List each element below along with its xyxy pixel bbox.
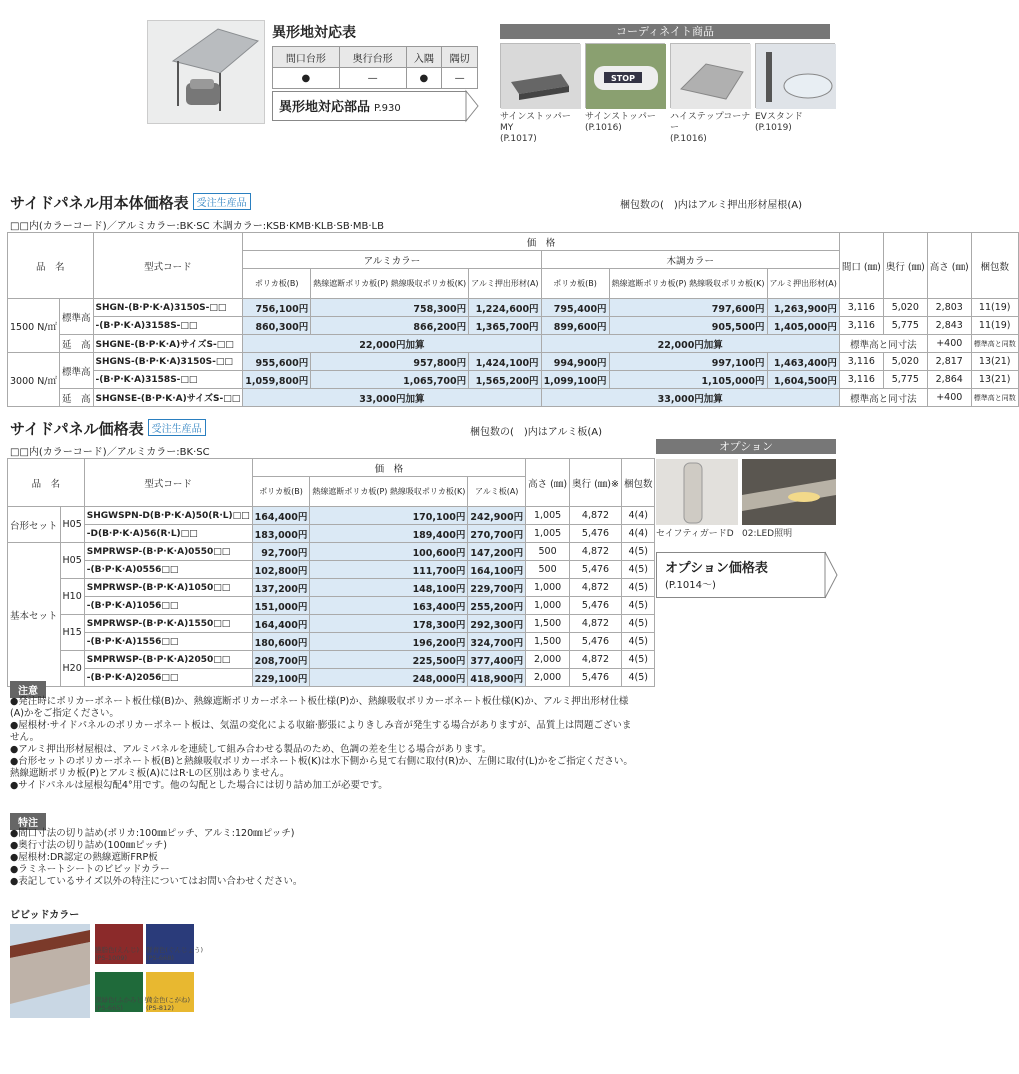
table-row: -(B·P·K·A)1556□□ 180,600円 196,200円 324,700円 1,500 5,476 4(5) bbox=[8, 633, 655, 651]
table-row: -(B·P·K·A)0556□□ 102,800円 111,700円 164,100円 500 5,476 4(5) bbox=[8, 561, 655, 579]
vivid-carport-image bbox=[10, 924, 90, 1018]
special-item: ●ラミネートシートのビビッドカラー bbox=[10, 864, 170, 875]
special-item: ●奥行寸法の切り詰め(100㎜ピッチ) bbox=[10, 840, 167, 851]
table-row: H20 SMPRWSP-(B·P·K·A)2050□□ 208,700円 225,500円 377,400円 2,000 4,872 4(5) bbox=[8, 651, 655, 669]
table-row: -(B·P·K·A)1056□□ 151,000円 163,400円 255,200円 1,000 5,476 4(5) bbox=[8, 597, 655, 615]
irregular-table bbox=[272, 46, 478, 89]
table-row: 3000 N/㎡ 標準高 SHGNS-(B·P·K·A)3150S-□□ 955,600円 957,800円 1,424,100円 994,900円 997,100円 1,463,400円 3,116 5,020 2,817 13(21) bbox=[8, 353, 1019, 371]
swatch-label-2: 深緑色(ふかみどり) (PS-665) bbox=[95, 996, 153, 1012]
special-item: ●屋根材:DR認定の熱線遮断FRP板 bbox=[10, 852, 158, 863]
h-pack: 梱包数 bbox=[971, 233, 1018, 299]
h-wood: 木調カラー bbox=[541, 251, 839, 269]
product-caption-3: ハイステップコーナー (P.1016) bbox=[670, 112, 751, 144]
special-title: 特注 bbox=[10, 813, 46, 830]
h-code: 型式コード bbox=[93, 233, 243, 299]
table-row: -D(B·P·K·A)56(R·L)□□ 183,000円 189,400円 270,700円 1,005 5,476 4(4) bbox=[8, 525, 655, 543]
table-row: 延 高 SHGNE-(B·P·K·A)サイズS-□□ 22,000円加算 22,000円加算 標準高と同寸法 +400 標準高と同数 bbox=[8, 335, 1019, 353]
special-list bbox=[10, 828, 635, 888]
notes-title: 注意 bbox=[10, 681, 46, 698]
main-sub: □□内(カラーコード)／アルミカラー:BK·SC 木調カラー:KSB·KMB·KLB·SB·MB·LB bbox=[10, 221, 384, 232]
made-to-order-tag: 受注生産品 bbox=[193, 193, 251, 210]
h-alumi: アルミカラー bbox=[243, 251, 541, 269]
note-item: ●サイドパネルは屋根勾配4°用です。他の勾配とした場合には切り詰め加工が必要です。 bbox=[10, 780, 388, 791]
special-item: ●表記しているサイズ以外の特注についてはお問い合わせください。 bbox=[10, 876, 303, 887]
panel-price-table: 品 名 型式コード 価 格 高さ (㎜) 奥行 (㎜)※ 梱包数 ポリカ板(B) 熱線遮断ポリカ板(P) 熱線吸収ポリカ板(K) アルミ板(A) 台形セット H05 SHGWSPN-D(B·P·K·A)50(R·L)□□ 164,400円 170,100円 242,900円 1,005 4,872 4(4) -D(B·P·K·A)56(R·L)□□ 183,000円 189,400円 270,700円 1,005 5,476 4(4) 基本セット H05 SMPRWSP-(B·P·K·A)0550□□ 92,700円 100,600円 147,200円 500 4,872 4(5) -(B·P·K·A)0556□□ 102,800円 111,700円 164,100円 500 5,476 4(5) H10 SMPRWSP-(B·P·K·A)1050□□ 137,200円 148,100円 229,700円 1,000 4,872 4(5) -(B·P·K·A)1056□□ 151,000円 163,400円 255,200円 1,000 5,476 4(5) H15 SMPRWSP-(B·P·K·A)1550□□ 164,400円 178,300円 292,300円 1,500 4,872 4(5) -(B·P·K·A)1556□□ 180,600円 196,200円 324,700円 1,500 5,476 4(5) H20 SMPRWSP-(B·P·K·A)2050□□ 208,700円 225,500円 377,400円 2,000 4,872 4(5) -(B·P·K·A)2056□□ 229,100円 248,000円 418,900円 2,000 5,476 4(5) bbox=[7, 458, 655, 687]
irr-h1: 奥行台形 bbox=[339, 47, 406, 68]
h-name: 品 名 bbox=[8, 233, 94, 299]
irregular-title: 異形地対応表 bbox=[272, 25, 356, 41]
option-item-2: 02:LED照明 bbox=[742, 529, 793, 539]
table-row: 基本セット H05 SMPRWSP-(B·P·K·A)0550□□ 92,700円 100,600円 147,200円 500 4,872 4(5) bbox=[8, 543, 655, 561]
note-item: ●台形セットのポリカーボネート板(B)と熱線吸収ポリカーボネート板(K)は水下側から見て右側に取付(R)か、左側に取付(L)かをご指定ください。熱線遮断ポリカ板(P)とアルミ板(A)にはR·Lの区別はありません。 bbox=[10, 756, 633, 779]
table-row: 台形セット H05 SHGWSPN-D(B·P·K·A)50(R·L)□□ 164,400円 170,100円 242,900円 1,005 4,872 4(4) bbox=[8, 507, 655, 525]
note-item: ●アルミ押出形材屋根は、アルミパネルを連続して組み合わせる製品のため、色調の差を生じる場合があります。 bbox=[10, 744, 492, 755]
notes-list bbox=[10, 696, 635, 792]
option-title: オプション bbox=[656, 439, 836, 454]
product-caption-4: EVスタンド (P.1019) bbox=[755, 112, 803, 133]
parts-label: 異形地対応部品 bbox=[279, 100, 371, 115]
option-image-2 bbox=[742, 459, 836, 525]
main-table-title: サイドパネル用本体価格表 受注生産品 bbox=[10, 192, 251, 213]
panel-table-title: サイドパネル価格表 受注生産品 bbox=[10, 418, 206, 439]
irr-h3: 隅切 bbox=[442, 47, 478, 68]
arrow-right-icon bbox=[825, 552, 839, 598]
stop-text: STOP bbox=[611, 74, 635, 83]
table-row: -(B·P·K·A)3158S-□□ 1,059,800円 1,065,700円 1,565,200円 1,099,100円 1,105,000円 1,604,500円 3,116 5,775 2,864 13(21) bbox=[8, 371, 1019, 389]
h-height: 高さ (㎜) bbox=[927, 233, 971, 299]
main-pack-note: 梱包数の( )内はアルミ押出形材屋根(A) bbox=[620, 200, 803, 211]
irr-v1: — bbox=[339, 68, 406, 89]
product-caption-2: サインストッパー (P.1016) bbox=[585, 112, 656, 133]
option-image-1 bbox=[656, 459, 738, 525]
note-item: ●屋根材·サイドパネルのポリカーボネート板は、気温の変化による収縮·膨張によりきしみ音が発生する場合がありますが、品質上は問題ございません。 bbox=[10, 720, 632, 743]
table-row: 延 高 SHGNSE-(B·P·K·A)サイズS-□□ 33,000円加算 33,000円加算 標準高と同寸法 +400 標準高と同数 bbox=[8, 389, 1019, 407]
table-row: H10 SMPRWSP-(B·P·K·A)1050□□ 137,200円 148,100円 229,700円 1,000 4,872 4(5) bbox=[8, 579, 655, 597]
product-image-2 bbox=[585, 43, 665, 108]
product-image-4 bbox=[755, 43, 835, 108]
coordinate-title: コーディネイト商品 bbox=[500, 24, 830, 39]
irr-v2: ● bbox=[406, 68, 442, 89]
irr-h0: 間口台形 bbox=[273, 47, 340, 68]
note-item: ●発注時にポリカーボネート板仕様(B)か、熱線遮断ポリカーボネート板仕様(P)か、熱線吸収ポリカーボネート板仕様(K)か、アルミ押出形材仕様(A)かをご指定ください。 bbox=[10, 696, 629, 719]
vivid-title: ビビッドカラー bbox=[10, 910, 80, 921]
option-item-1: セイフティガードD bbox=[656, 529, 734, 539]
panel-pack-note: 梱包数の( )内はアルミ板(A) bbox=[470, 427, 603, 438]
special-item: ●間口寸法の切り詰め(ポリカ:100㎜ピッチ、アルミ:120㎜ピッチ) bbox=[10, 828, 295, 839]
product-caption-1: サインストッパーMY (P.1017) bbox=[500, 112, 571, 144]
h-price: 価 格 bbox=[243, 233, 840, 251]
irr-h2: 入隅 bbox=[406, 47, 442, 68]
product-image-1 bbox=[500, 43, 580, 108]
table-row: -(B·P·K·A)2056□□ 229,100円 248,000円 418,900円 2,000 5,476 4(5) bbox=[8, 669, 655, 687]
irregular-parts-link[interactable] bbox=[272, 91, 467, 121]
parts-page: P.930 bbox=[374, 103, 401, 114]
h-depth: 奥行 (㎜) bbox=[883, 233, 927, 299]
swatch-label-1: 群青色(ぐんじょう) (PS-668) bbox=[146, 946, 204, 962]
table-row: H15 SMPRWSP-(B·P·K·A)1550□□ 164,400円 178,300円 292,300円 1,500 4,872 4(5) bbox=[8, 615, 655, 633]
swatch-label-3: 黄金色(こがね) (PS-812) bbox=[146, 996, 191, 1012]
h-width: 間口 (㎜) bbox=[839, 233, 883, 299]
swatch-label-0: 臙脂色(えんじ) (PS-1009) bbox=[95, 946, 140, 962]
product-image-3 bbox=[670, 43, 750, 108]
arrow-right-icon bbox=[466, 91, 480, 121]
irr-v3: — bbox=[442, 68, 478, 89]
panel-sub: □□内(カラーコード)／アルミカラー:BK·SC bbox=[10, 447, 210, 458]
main-price-table: 品 名 型式コード 価 格 間口 (㎜) 奥行 (㎜) 高さ (㎜) 梱包数 アルミカラー 木調カラー ポリカ板(B) 熱線遮断ポリカ板(P) 熱線吸収ポリカ板(K) アルミ押出形材(A) ポリカ板(B) 熱線遮断ポリカ板(P) 熱線吸収ポリカ板(K) アルミ押出形材(A) 1500 N/㎡ 標準高 SHGN-(B·P·K·A)3150S-□□ 756,100円 758,300円 1,224,600円 795,400円 797,600円 1,263,900円 3,116 5,020 2,803 11(19) -(B·P·K·A)3158S-□□ 860,300円 866,200円 1,365,700円 899,600円 905,500円 1,405,000円 3,116 5,775 2,843 11(19) 延 高 SHGNE-(B·P·K·A)サイズS-□□ 22,000円加算 22,000円加算 標準高と同寸法 +400 標準高と同数 3000 N/㎡ 標準高 SHGNS-(B·P·K·A)3150S-□□ 955,600円 957,800円 1,424,100円 994,900円 997,100円 1,463,400円 3,116 5,020 2,817 13(21) -(B·P·K·A)3158S-□□ 1,059,800円 1,065,700円 1,565,200円 1,099,100円 1,105,000円 1,604,500円 3,116 5,775 2,864 13(21) 延 高 SHGNSE-(B·P·K·A)サイズS-□□ 33,000円加算 33,000円加算 標準高と同寸法 +400 標準高と同数 bbox=[7, 232, 1019, 407]
table-row: 1500 N/㎡ 標準高 SHGN-(B·P·K·A)3150S-□□ 756,100円 758,300円 1,224,600円 795,400円 797,600円 1,263,900円 3,116 5,020 2,803 11(19) bbox=[8, 299, 1019, 317]
table-row: -(B·P·K·A)3158S-□□ 860,300円 866,200円 1,365,700円 899,600円 905,500円 1,405,000円 3,116 5,775 2,843 11(19) bbox=[8, 317, 1019, 335]
irr-v0: ● bbox=[273, 68, 340, 89]
option-price-link[interactable]: オプション価格表 (P.1014〜) bbox=[656, 552, 826, 598]
carport-image bbox=[147, 20, 265, 124]
